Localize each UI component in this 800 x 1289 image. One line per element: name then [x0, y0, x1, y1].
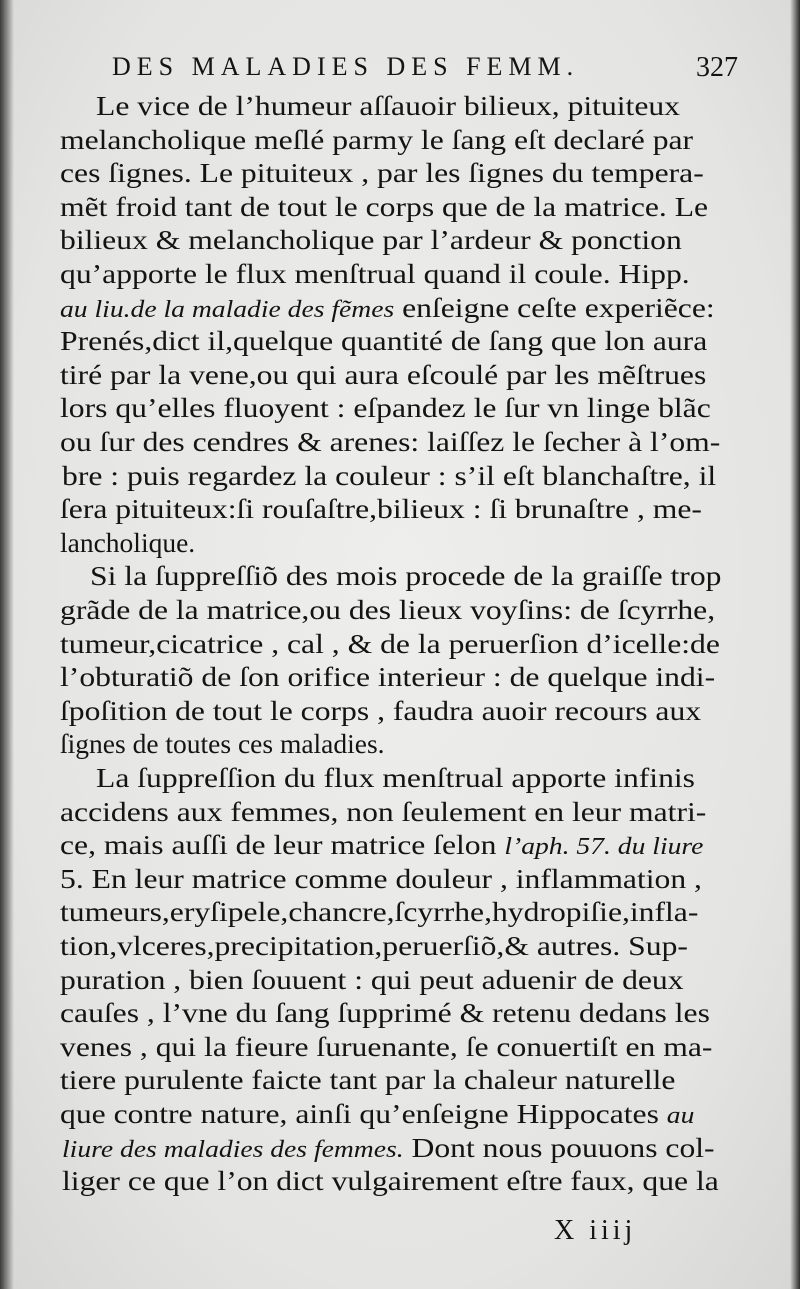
text-line: [60, 357, 706, 393]
text-line: [60, 928, 688, 964]
text-line: [60, 592, 715, 628]
text-segment: bre : puis regardez la couleur : s’il eſt blanchaſtre, il: [62, 459, 717, 491]
text-segment: que contre nature, ainſi qu’enſeigne Hippocates: [60, 1098, 667, 1129]
text-segment: tumeur,cicatrice , cal , & de la peruerſion d’icelle:de: [60, 627, 720, 659]
text-segment: lors qu’elles fluoyent : eſpandez le ſur vn linge blãc: [60, 392, 711, 424]
text-line: [60, 122, 693, 158]
text-line: [60, 626, 720, 662]
text-line: [60, 222, 682, 258]
text-line: [60, 491, 702, 527]
text-segment: cauſes , l’vne du ſang ſupprimé & retenu dedans les: [60, 997, 710, 1029]
italic-reference: liure des maladies des femmes.: [62, 1136, 404, 1163]
text-segment: accidens aux femmes, non ſeulement en leur matri-: [60, 795, 707, 827]
text-line: [60, 390, 711, 426]
text-segment: liger ce que l’on dict vulgairement eſtre faux, que la: [62, 1165, 719, 1197]
text-segment: mẽt froid tant de tout le corps que de la matrice. Le: [60, 190, 709, 222]
running-head: DES MALADIES DES FEMM.: [112, 52, 580, 81]
text-line: [60, 1096, 694, 1134]
text-line: [60, 659, 715, 695]
text-segment: Le vice de l’humeur aſſauoir bilieux, pituiteux: [96, 90, 681, 121]
text-line: [60, 995, 710, 1031]
text-segment: venes , qui la fieure ſuruenante, ſe conuertiſt en ma-: [60, 1030, 713, 1062]
text-line: [60, 256, 690, 292]
text-segment: tumeurs,eryſipele,chancre,ſcyrrhe,hydropiſie,infla-: [60, 896, 699, 928]
text-line: [60, 290, 715, 328]
text-segment: tion,vlceres,precipitation,peruerſiõ,& autres. Sup-: [60, 930, 688, 961]
italic-reference: l’aph. 57. du liure: [504, 834, 704, 861]
text-segment: puration , bien ſouuent : qui peut aduenir de deux: [60, 963, 684, 995]
text-segment: melancholique meſlé parmy le ſang eſt declaré par: [60, 123, 694, 155]
text-line: [60, 525, 195, 561]
text-line: [96, 760, 695, 796]
text-line: [62, 1130, 715, 1168]
text-segment: Si la ſuppreſſiõ des mois procede de la graiſſe trop: [90, 560, 722, 592]
text-line: [90, 558, 721, 594]
page-right-edge-shadow: [790, 0, 800, 1289]
text-segment: La ſuppreſſion du flux menſtrual apporte infinis: [96, 762, 695, 793]
text-segment: ſera pituiteux:ſi rouſaſtre,bilieux : ſi brunaſtre , me-: [60, 493, 702, 525]
text-line: [60, 1029, 712, 1065]
text-line: [96, 88, 680, 124]
text-line: [60, 726, 385, 762]
text-line: [60, 693, 701, 729]
text-line: [62, 1163, 719, 1199]
text-line: [60, 189, 708, 225]
signature-mark: X iiij: [554, 1215, 637, 1246]
page-number: 327: [696, 52, 738, 83]
text-line: [60, 424, 720, 460]
text-segment: ſpoſition de tout le corps , faudra auoir recours aux: [60, 694, 702, 726]
text-segment: 5. En leur matrice comme douleur , inflammation ,: [60, 862, 702, 894]
text-segment: tiré par la vene,ou qui aura eſcoulé par les mẽſtrues: [60, 358, 707, 390]
italic-reference: au: [666, 1103, 695, 1129]
text-segment: Prenés,dict il,quelque quantité de ſang que lon aura: [60, 325, 708, 357]
text-segment: ou ſur des cendres & arenes: laiſſez le ſecher à l’om-: [60, 426, 721, 457]
text-line: [60, 962, 684, 998]
text-segment: Dont nous pouuons col-: [403, 1131, 715, 1163]
text-segment: ce, mais auſſi de leur matrice ſelon: [60, 829, 505, 861]
text-line: [60, 894, 698, 930]
text-segment: tiere purulente faicte tant par la chaleur naturelle: [60, 1064, 676, 1096]
text-line: [60, 1062, 675, 1098]
text-segment: ces ſignes. Le pituiteux , par les ſignes du tempera-: [60, 157, 704, 189]
page-left-edge-shadow: [0, 0, 14, 1289]
text-segment: grãde de la matrice,ou des lieux voyſins: de ſcyrrhe,: [60, 594, 716, 625]
text-segment: lancholique.: [60, 526, 196, 558]
text-segment: bilieux & melancholique par l’ardeur & ponction: [60, 224, 682, 256]
text-segment: ſignes de toutes ces maladies.: [60, 728, 385, 760]
text-line: [62, 458, 716, 494]
text-line: [60, 794, 706, 830]
text-segment: enſeigne ceſte experiẽce:: [394, 291, 715, 323]
text-line: [60, 861, 702, 897]
text-line: [60, 827, 703, 865]
italic-reference: au liu.de la maladie des fẽmes: [60, 296, 395, 323]
text-segment: l’obturatiõ de ſon orifice interieur : de quelque indi-: [60, 661, 716, 693]
text-line: [60, 323, 707, 359]
text-line: [60, 155, 704, 191]
text-segment: qu’apporte le flux menſtrual quand il coule. Hipp.: [60, 258, 690, 289]
